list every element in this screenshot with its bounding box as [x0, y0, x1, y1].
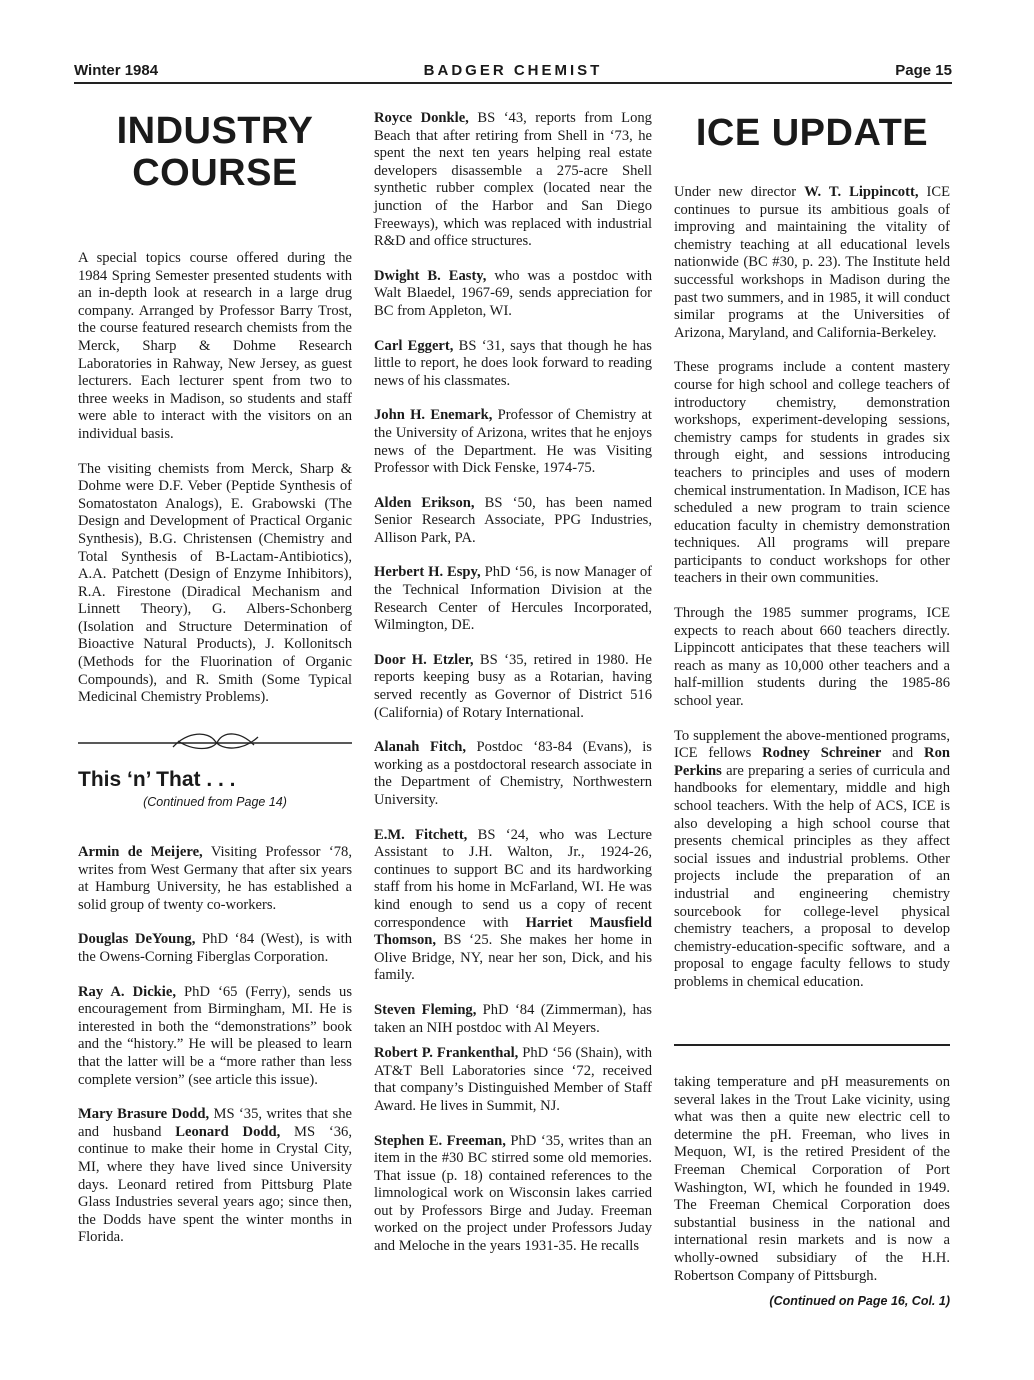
news-item: Herbert H. Espy, PhD ‘56, is now Manager of the Technical Information Division at the Research Center of Hercules Incorporated, Wilmington, DE. [374, 564, 652, 634]
news-item: Alden Erikson, BS ‘50, has been named Senior Research Associate, PPG Industries, Allison Park, PA. [374, 494, 652, 546]
freeman-continuation [674, 1074, 950, 1311]
news-item: Robert P. Frankenthal, PhD ‘56 (Shain), with AT&T Bell Laboratories since ‘72, received that company’s Distinguished Member of Staff Award. He lives in Summit, NJ. [374, 1045, 653, 1114]
ornament-divider [78, 727, 352, 757]
ice-paragraph-4: To supplement the above-mentioned programs, ICE fellows Rodney Schreiner and Ron Perkins are preparing a series of curricula and handbooks for elementary, middle and high school teachers. With the help of ACS, ICE is also developing a high school course that presents chemical principles as they affect social issues and industrial problems. Other projects include the preparation of an industrial and engineering chemistry sourcebook for college-level physical chemistry teachers, a proposal to develop chemistry-education-specific software, and a proposal to engage faculty fellows to study problems in chemical education. [674, 727, 950, 990]
news-item: Carl Eggert, BS ‘31, says that though he has little to report, he does look forward to reading news of his classmates. [374, 337, 652, 389]
news-item: Armin de Meijere, Visiting Professor ‘78, writes from West Germany that after six years at Hamburg University, he has established a solid group of twenty co-workers. [78, 844, 352, 913]
news-item: Alanah Fitch, Postdoc ‘83-84 (Evans), is working as a postdoctoral research associate in the Department of Chemistry, Northwestern University. [374, 739, 652, 808]
news-item: Steven Fleming, PhD ‘84 (Zimmerman), has taken an NIH postdoc with Al Meyers. [374, 1001, 652, 1036]
this-n-that-title: This ‘n’ That . . . [78, 767, 236, 791]
news-item: Dwight B. Easty, who was a postdoc with Walt Blaedel, 1967-69, sends appreciation for BC from Appleton, WI. [374, 267, 652, 319]
column-1 [78, 110, 352, 1264]
industry-paragraph-2: The visiting chemists from Merck, Sharp & Dohme were D.F. Veber (Peptide Synthesis of Somatostaton Analogs), E. Grabowski (The Design and Development of Practical Organic Synthesis), B.G. Christensen (Chemistry and Total Synthesis of B-Lactam-Antibiotics), A.A. Patchett (Design of Enzyme Inhibitors), R.A. Firestone (Diradical Mechanism and Linnett Theory), G. Albers-Schonberg (Isolation and Structure Determination of Bioactive Natural Products), J. Kollonitsch (Methods for the Fluorination of Organic Compounds), and R. Smith (Some Typical Medicinal Chemistry Problems). [78, 460, 352, 706]
continued-on-note: (Continued on Page 16, Col. 1) [769, 1294, 950, 1309]
industry-paragraph-1: A special topics course offered during the 1984 Spring Semester presented students with an in-depth look at research in a large drug company. Arranged by Professor Barry Trost, the course featured research chemists from the Merck, Sharp & Dohme Research Laboratories in Rahway, New Jersey, as guest lecturers. Each lecturer spent from two to three weeks in Madison, so students and staff were able to interact with the visitors on an individual basis. [78, 250, 352, 442]
page-header [74, 62, 952, 84]
section-rule [674, 1044, 950, 1046]
page-number: Page 15 [895, 62, 952, 79]
news-item: E.M. Fitchett, BS ‘24, who was Lecture Assistant to J.H. Walton, Jr., 1924-26, continues to support BC and its hardworking staff from his home in McFarland, WI. He was kind enough to send us a copy of recent correspondence with Harriet Mausfield Thomson, BS ‘25. She makes her home in Olive Bridge, NY, near her son, Dick, and his family. [374, 826, 653, 984]
continued-from-note: (Continued from Page 14) [143, 795, 287, 810]
news-item: Douglas DeYoung, PhD ‘84 (West), is with the Owens-Corning Fiberglas Corporation. [78, 931, 353, 965]
industry-course-title: INDUSTRY COURSE [116, 110, 314, 194]
news-item: John H. Enemark, Professor of Chemistry at the University of Arizona, writes that he enjoys news of the Department. He was Visiting Professor with Dick Fenske, 1974-75. [374, 407, 652, 477]
freeman-text: taking temperature and pH measurements on several lakes in the Trout Lake vicinity, using what was then a quite new electric cell to determine the pH. Freeman, who lives in Mequon, WI, is the retired President of the Freeman Chemical Corporation of Port Washington, WI, which he founded in 1949. The Freeman Chemical Corporation does substantial business in the national and international resin markets and is now a wholly-owned subsidiary of the H.H. Robertson Company of Pittsburgh. [674, 1074, 950, 1284]
issue-date: Winter 1984 [74, 62, 159, 79]
header-rule [74, 82, 952, 84]
news-item: Stephen E. Freeman, PhD ‘35, writes than an item in the #30 BC stirred some old memories. That issue (p. 18) contained references to the limnological work on Wisconsin lakes carried out by Professors Birge and Juday. Freeman worked on the project under Professors Juday and Meloche in the years 1931-35. He recalls [374, 1132, 652, 1255]
ice-paragraph-1: Under new director W. T. Lippincott, ICE continues to pursue its ambitious goals of improving and maintaining the vitality of chemistry teaching at all educational levels nationwide (BC #30, p. 23). The Institute held successful workshops in Madison during the past two summers, and in 1985, it will conduct similar programs at the Universities of Arizona, Maryland, and California-Berkeley. [674, 184, 950, 341]
ice-update-title: ICE UPDATE [695, 112, 929, 154]
news-item: Mary Brasure Dodd, MS ‘35, writes that she and husband Leonard Dodd, MS ‘36, continue to make their home in Crystal City, MI, where they have lived since University days. Leonard retired from Pittsburg Plate Glass Industries several years ago; since then, the Dodds have spent the winter months in Florida. [78, 1106, 352, 1246]
column-2 [374, 110, 652, 1273]
ice-paragraph-2: These programs include a content mastery course for high school and college teachers of introductory chemistry, demonstration workshops, experiment-developing sessions, chemistry camps for students in grades six through eight, and sessions introducing teachers to principles and uses of modern chemical instrumentation. In Madison, ICE has scheduled a new program to train science education faculty in chemistry demonstration techniques. All programs will prepare participants to conduct workshops for other teachers in their own communities. [674, 359, 951, 587]
news-item: Ray A. Dickie, PhD ‘65 (Ferry), sends us encouragement from Birmingham, MI. He is interested in both the “demonstrations” book and the “history.” He will be pleased to learn that the latter will be a “more rather than less complete version” (see article this issue). [78, 983, 352, 1088]
column-3 [674, 110, 950, 1009]
news-item: Door H. Etzler, BS ‘35, retired in 1980. He reports keeping busy as a Rotarian, having served recently as Governor of District 516 (California) of Rotary International. [374, 651, 652, 721]
publication-title: BADGER CHEMIST [423, 62, 603, 79]
news-item: Royce Donkle, BS ‘43, reports from Long Beach that after retiring from Shell in ‘73, he spent the next ten years helping real estate developers disassemble a 275-acre Shell synthetic rubber complex (located near the junction of the Harbor and San Diego Freeways), which was replaced with industrial R&D and office structures. [374, 110, 652, 250]
ice-paragraph-3: Through the 1985 summer programs, ICE expects to reach about 660 teachers directly. Lippincott anticipates that these teachers will reach as many as 10,000 other teachers and a half-million students during the 1985-86 school year. [674, 605, 950, 710]
